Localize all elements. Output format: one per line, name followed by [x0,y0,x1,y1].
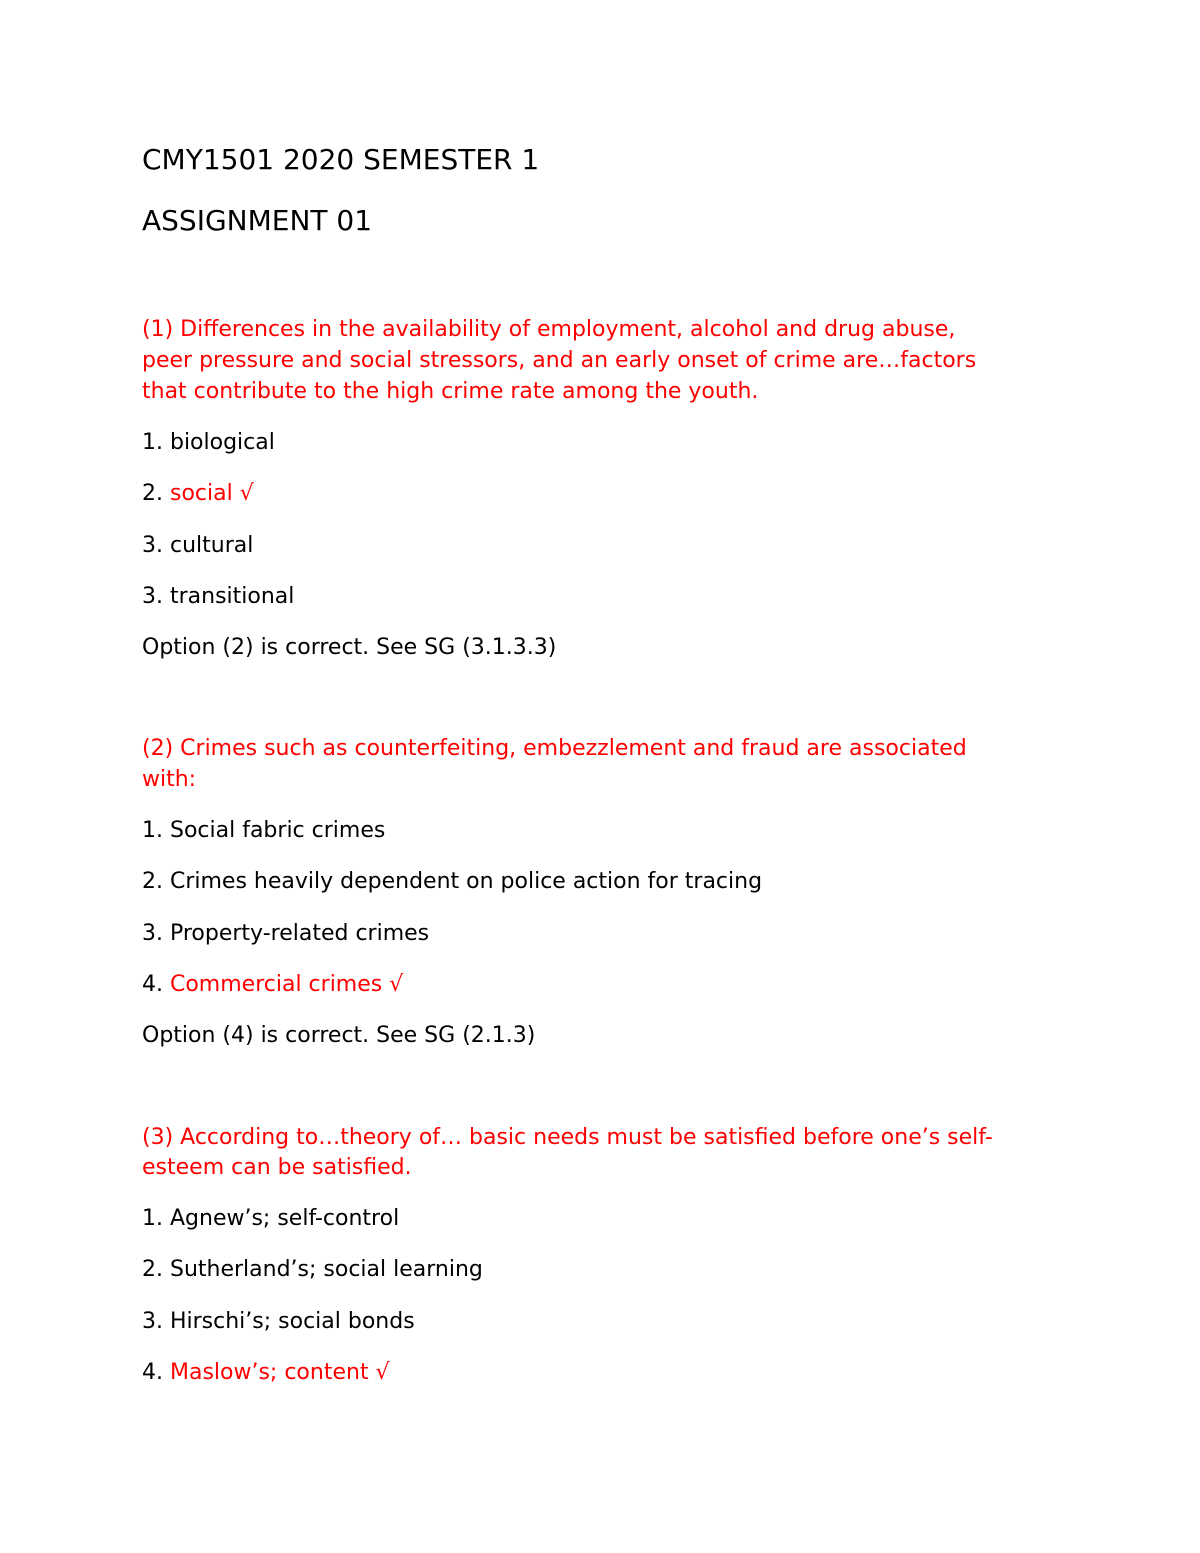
question-2-answer: Option (4) is correct. See SG (2.1.3) [142,1023,536,1048]
option-text: Crimes heavily dependent on police action for tracing [169,869,763,894]
question-3-option-4 [142,1357,390,1388]
option-number: 3. [142,1309,170,1334]
question-3-option-1 [142,1203,399,1234]
correct-option-text: social √ [169,481,254,506]
question-2-option-4 [142,969,403,1000]
option-text: Social fabric crimes [169,818,386,843]
option-number: 2. [142,481,170,506]
option-text: cultural [169,533,254,558]
question-3-text-line-1: (3) According to…theory of… basic needs must be satisfied before one’s self- [142,1125,993,1150]
correct-option-text: Commercial crimes √ [169,972,404,997]
question-1-text-line-2: peer pressure and social stressors, and an early onset of crime are…factors [142,348,977,373]
question-1-option-2 [142,478,254,509]
assignment-title: ASSIGNMENT 01 [142,204,373,237]
option-number: 2. [142,869,170,894]
option-number: 4. [142,1360,170,1385]
option-text: Sutherland’s; social learning [169,1257,483,1282]
question-2-option-3 [142,918,429,949]
course-title: CMY1501 2020 SEMESTER 1 [142,143,540,176]
option-text: biological [169,430,275,455]
option-number: 1. [142,818,170,843]
option-number: 2. [142,1257,170,1282]
question-1-answer: Option (2) is correct. See SG (3.1.3.3) [142,635,557,660]
question-1-text-line-3: that contribute to the high crime rate among the youth. [142,379,759,404]
question-1-option-1 [142,427,275,458]
question-1-text-line-1: (1) Differences in the availability of employment, alcohol and drug abuse, [142,317,956,342]
question-1-option-3 [142,530,253,561]
question-2-text-line-2: with: [142,767,197,792]
question-2-text-line-1: (2) Crimes such as counterfeiting, embezzlement and fraud are associated [142,736,967,761]
option-number: 4. [142,972,170,997]
option-number: 3. [142,584,170,609]
question-3-option-2 [142,1254,483,1285]
option-number: 1. [142,430,170,455]
correct-option-text: Maslow’s; content √ [169,1360,390,1385]
question-2-option-1 [142,815,385,846]
option-number: 3. [142,533,170,558]
option-text: Agnew’s; self-control [169,1206,400,1231]
question-1-option-4 [142,581,294,612]
option-number: 3. [142,921,170,946]
option-text: transitional [169,584,295,609]
option-text: Hirschi’s; social bonds [169,1309,415,1334]
question-2-option-2 [142,866,762,897]
question-3-option-3 [142,1306,415,1337]
option-text: Property-related crimes [169,921,430,946]
question-3-text-line-2: esteem can be satisfied. [142,1155,412,1180]
option-number: 1. [142,1206,170,1231]
